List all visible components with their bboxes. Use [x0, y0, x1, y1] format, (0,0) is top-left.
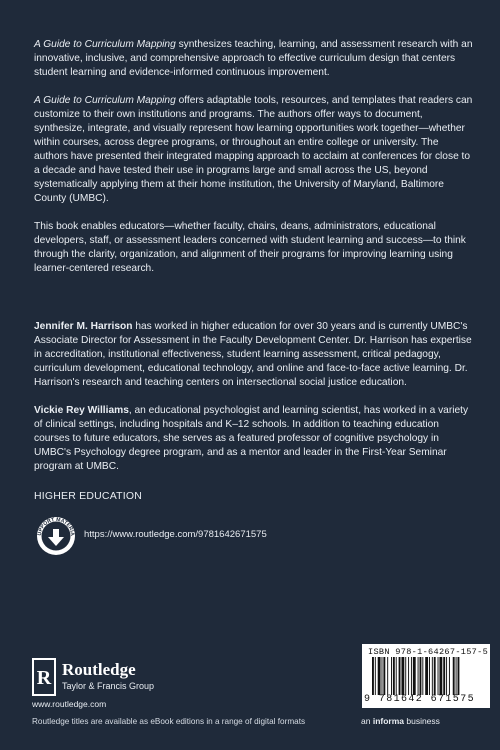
barcode-bar: [418, 657, 419, 695]
barcode-bar: [375, 657, 376, 695]
routledge-logo-icon: [32, 658, 56, 696]
barcode-bar: [434, 657, 436, 695]
barcode-bar: [408, 657, 409, 695]
publisher-url-link[interactable]: www.routledge.com: [32, 699, 107, 709]
barcode-bar: [425, 657, 428, 695]
barcode-bar: [399, 657, 401, 695]
barcode-bar: [422, 657, 423, 695]
barcode-bar: [456, 657, 457, 695]
author-bios: [34, 320, 474, 488]
book-title-italic: A Guide to Curriculum Mapping: [34, 95, 176, 106]
barcode-bars: [372, 657, 484, 695]
support-url-link[interactable]: https://www.routledge.com/9781642671575: [84, 529, 267, 540]
ebook-note: Routledge titles are available as eBook editions in a range of digital formats: [32, 717, 306, 726]
barcode-bar: [393, 657, 395, 695]
barcode-bar: [458, 657, 460, 695]
barcode-bar: [372, 657, 374, 695]
barcode-bar: [429, 657, 430, 695]
barcode-bar: [453, 657, 455, 695]
publisher-name: Routledge: [62, 660, 136, 679]
barcode-bar: [439, 657, 442, 695]
publisher-block: [32, 658, 232, 698]
support-material-badge: [36, 516, 76, 556]
barcode-bar: [382, 657, 383, 695]
informa-tagline: an informa business: [361, 716, 440, 726]
barcode-bar: [413, 657, 416, 695]
publisher-group: Taylor & Francis Group: [62, 681, 155, 691]
author-name: Vickie Rey Williams: [34, 405, 129, 416]
barcode-bar: [420, 657, 422, 695]
author-bio: Jennifer M. Harrison has worked in higher education for over 30 years and is currently UMBC's Associate Director for Assessment in the Faculty Development Center. Dr. Harrison has expertise in accreditation, institutional effectiveness, student learning assessment, critical pedagogy, curriculum development, educational technology, and online and face-to-face active learning. Dr. Harrison's research and teaching centers on intersectional social justice education.: [34, 321, 472, 388]
blurb-paragraph-1: A Guide to Curriculum Mapping synthesizes teaching, learning, and assessment research with an innovative, inclusive, and comprehensive approach to effective curriculum design that centers student learning and evidence-informed continuous improvement.: [34, 39, 473, 78]
ean-digits: 9 781642 671575: [364, 694, 476, 705]
blurb-paragraph-3: This book enables educators—whether faculty, chairs, deans, administrators, educational developers, staff, or assessment leaders concerned with student learning and success—to think through the clarity, organization, and alignment of their programs for improving learning using learner-centered research.: [34, 221, 466, 274]
book-blurb: [34, 38, 474, 290]
barcode-bar: [401, 657, 404, 695]
author-bio: Vickie Rey Williams, an educational psychologist and learning scientist, has worked in a variety of clinical settings, including hospitals and K–12 schools. In addition to teaching education courses to future educators, she serves as a featured professor of cognitive psychology in UMBC's Psychology degree program, and as a mentor and leader in the First-Year Seminar program at UMBC.: [34, 405, 469, 472]
barcode-bar: [391, 657, 392, 695]
barcode-bar: [383, 657, 385, 695]
isbn-barcode: [362, 644, 490, 708]
barcode-bar: [411, 657, 412, 695]
barcode-bar: [387, 657, 388, 695]
barcode-bar: [432, 657, 433, 695]
barcode-bar: [443, 657, 445, 695]
barcode-bar: [405, 657, 406, 695]
svg-text:R: R: [36, 667, 52, 689]
barcode-bar: [446, 657, 447, 695]
barcode-bar: [396, 657, 397, 695]
support-badge-text: UPPORT MATERIA: [36, 516, 76, 537]
book-title-italic: A Guide to Curriculum Mapping: [34, 39, 176, 50]
barcode-bar: [438, 657, 439, 695]
subject-category: HIGHER EDUCATION: [34, 490, 143, 502]
informa-brand: informa: [372, 716, 404, 726]
blurb-paragraph-2: A Guide to Curriculum Mapping offers adaptable tools, resources, and templates that readers can customize to their own institutions and programs. The authors offer ways to document, synthesize, integrate, and visually represent how learning opportunities work together—whether within courses, across degree programs, or throughout an entire college or university. The authors have presented their integrated mapping approach to acclaim at conferences for close to a decade and have tested their use in programs large and small across the US, beyond systematically applying them at their home institution, the University of Maryland, Baltimore County (UMBC).: [34, 95, 473, 204]
author-name: Jennifer M. Harrison: [34, 321, 133, 332]
barcode-bar: [378, 657, 381, 695]
isbn-label: ISBN 978-1-64267-157-5: [368, 647, 489, 657]
barcode-bar: [449, 657, 450, 695]
